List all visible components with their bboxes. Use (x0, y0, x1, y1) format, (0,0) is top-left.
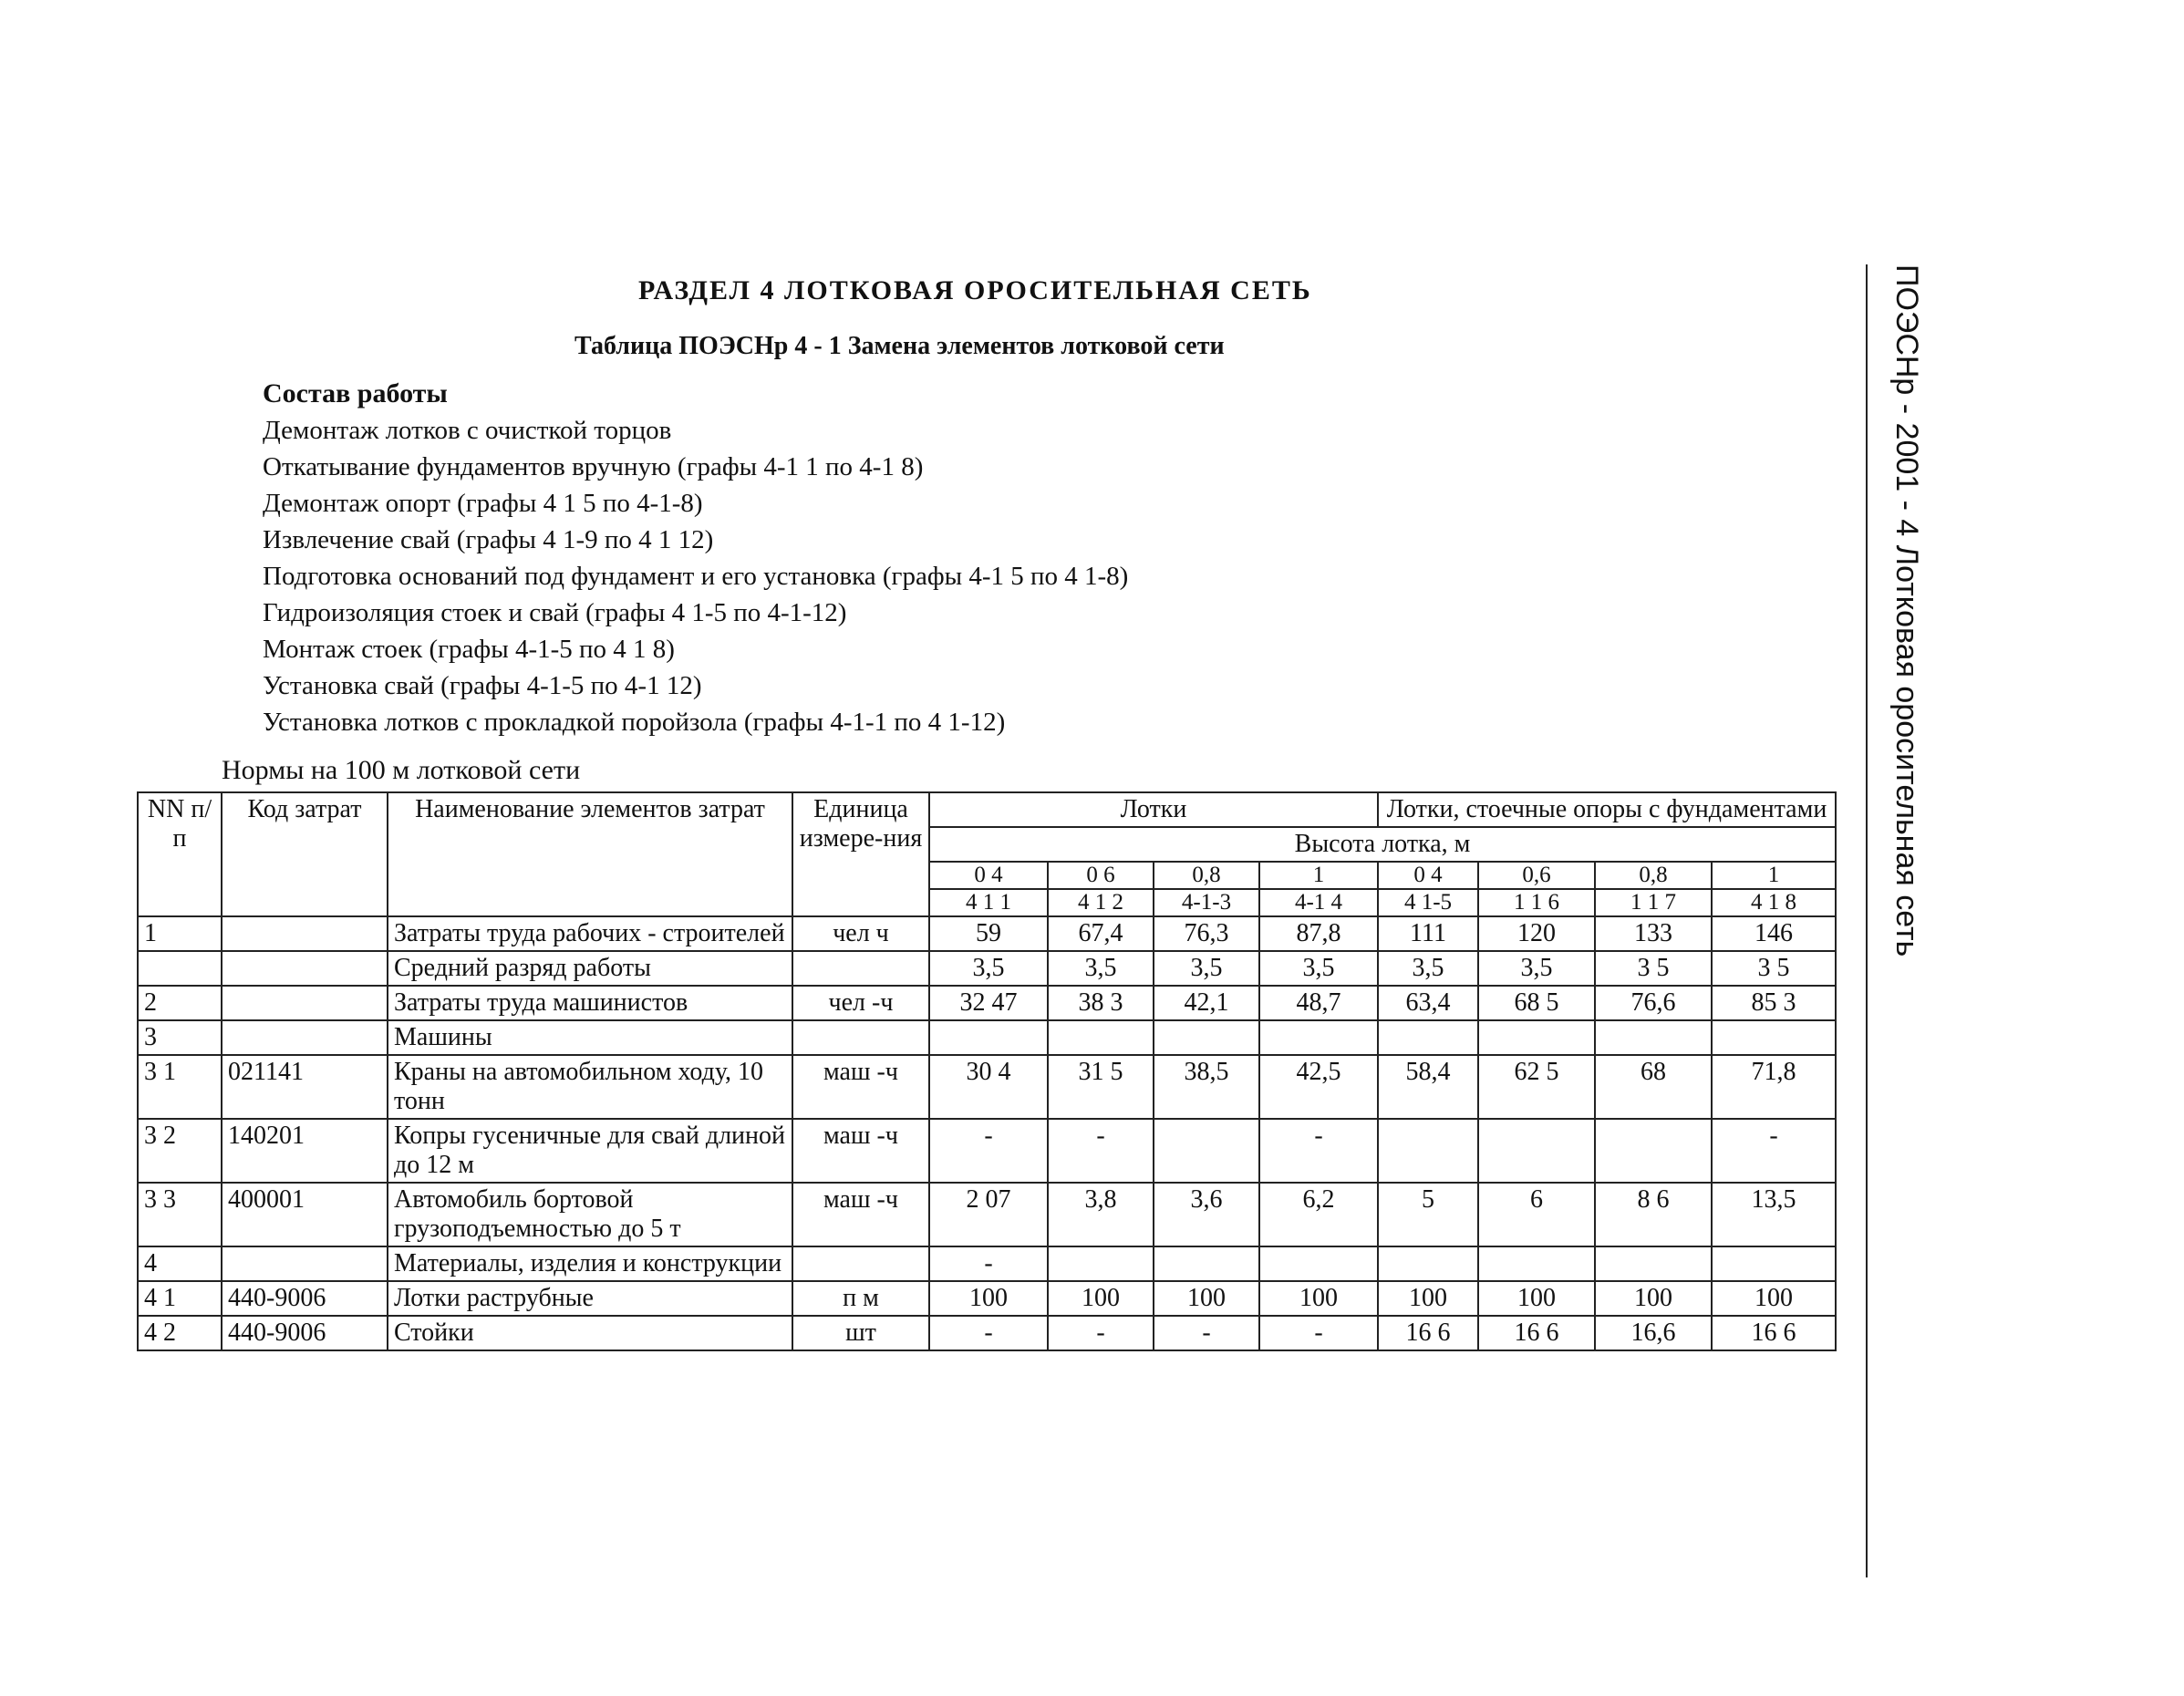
row-value: 6 (1478, 1183, 1595, 1246)
work-item: Демонтаж лотков с очисткой торцов (263, 416, 672, 445)
row-value: 3,5 (1154, 951, 1259, 986)
row-value: 16 6 (1712, 1316, 1836, 1350)
row-number: 1 (138, 916, 222, 951)
header-nn: NN п/п (138, 792, 222, 916)
row-value (1154, 1020, 1259, 1055)
work-item: Гидроизоляция стоек и свай (графы 4 1-5 по 4-1-12) (263, 598, 847, 627)
row-name: Краны на автомобильном ходу, 10 тонн (388, 1055, 792, 1119)
row-value: 13,5 (1712, 1183, 1836, 1246)
column-code-cell: 4-1-3 (1154, 889, 1259, 916)
table-title: Таблица ПОЭСНр 4 - 1 Замена элементов лотковой сети (574, 332, 1225, 360)
table-row (138, 916, 1836, 951)
work-item: Подготовка оснований под фундамент и его установка (графы 4-1 5 по 4 1-8) (263, 562, 1129, 591)
row-value: 111 (1378, 916, 1478, 951)
header-height: Высота лотка, м (929, 827, 1836, 862)
table-row (138, 1055, 1836, 1119)
height-cell: 1 (1712, 862, 1836, 889)
row-value: 3 5 (1595, 951, 1712, 986)
row-value (1378, 1119, 1478, 1183)
row-value: - (1048, 1316, 1154, 1350)
row-unit (792, 1020, 929, 1055)
row-name: Лотки раструбные (388, 1281, 792, 1316)
row-value (1595, 1020, 1712, 1055)
row-value: 3,8 (1048, 1183, 1154, 1246)
work-heading: Состав работы (263, 378, 448, 408)
row-value: 31 5 (1048, 1055, 1154, 1119)
row-value: 100 (1154, 1281, 1259, 1316)
row-value: 3,5 (929, 951, 1048, 986)
row-value: 100 (1712, 1281, 1836, 1316)
row-value: 100 (1595, 1281, 1712, 1316)
height-cell: 0,6 (1478, 862, 1595, 889)
norms-caption: Нормы на 100 м лотковой сети (222, 755, 581, 785)
row-value: 5 (1378, 1183, 1478, 1246)
row-unit (792, 951, 929, 986)
row-value (1478, 1119, 1595, 1183)
row-name: Затраты труда рабочих - строителей (388, 916, 792, 951)
header-group-trays: Лотки (929, 792, 1378, 827)
row-value: 62 5 (1478, 1055, 1595, 1119)
table-row (138, 1246, 1836, 1281)
row-value: 76,6 (1595, 986, 1712, 1020)
row-value: 76,3 (1154, 916, 1259, 951)
row-value: 85 3 (1712, 986, 1836, 1020)
row-value: - (929, 1246, 1048, 1281)
row-number: 3 1 (138, 1055, 222, 1119)
header-code: Код затрат (222, 792, 388, 916)
row-value: - (929, 1316, 1048, 1350)
height-cell: 1 (1259, 862, 1378, 889)
row-code (222, 1246, 388, 1281)
row-value: 100 (1259, 1281, 1378, 1316)
row-value: 63,4 (1378, 986, 1478, 1020)
table-row (138, 1316, 1836, 1350)
row-value: - (1048, 1119, 1154, 1183)
row-value: 87,8 (1259, 916, 1378, 951)
row-value (1595, 1246, 1712, 1281)
row-value: 2 07 (929, 1183, 1048, 1246)
row-value: 16 6 (1478, 1316, 1595, 1350)
row-value: 3,5 (1478, 951, 1595, 986)
row-unit: маш -ч (792, 1055, 929, 1119)
header-unit: Единица измере-ния (792, 792, 929, 916)
header-name: Наименование элементов затрат (388, 792, 792, 916)
row-name: Машины (388, 1020, 792, 1055)
row-value: 59 (929, 916, 1048, 951)
row-value: 100 (1048, 1281, 1154, 1316)
row-value: 67,4 (1048, 916, 1154, 951)
row-value (1259, 1020, 1378, 1055)
row-number: 3 (138, 1020, 222, 1055)
row-value: 48,7 (1259, 986, 1378, 1020)
row-value: 68 (1595, 1055, 1712, 1119)
row-code: 440-9006 (222, 1281, 388, 1316)
row-value: 3,5 (1048, 951, 1154, 986)
row-value: - (1154, 1316, 1259, 1350)
norms-table (137, 791, 1837, 1351)
row-value (1048, 1020, 1154, 1055)
row-name: Материалы, изделия и конструкции (388, 1246, 792, 1281)
row-number: 3 3 (138, 1183, 222, 1246)
row-value: 30 4 (929, 1055, 1048, 1119)
row-value: 3,6 (1154, 1183, 1259, 1246)
row-number: 4 2 (138, 1316, 222, 1350)
row-value: - (929, 1119, 1048, 1183)
row-number: 2 (138, 986, 222, 1020)
table-row (138, 1281, 1836, 1316)
row-value: 16 6 (1378, 1316, 1478, 1350)
height-cell: 0,8 (1595, 862, 1712, 889)
row-unit: маш -ч (792, 1183, 929, 1246)
row-value (1378, 1020, 1478, 1055)
row-code (222, 916, 388, 951)
height-cell: 0 4 (929, 862, 1048, 889)
row-value: 3,5 (1378, 951, 1478, 986)
row-value: 42,1 (1154, 986, 1259, 1020)
row-value: 32 47 (929, 986, 1048, 1020)
header-group-supports: Лотки, стоечные опоры с фундаментами (1378, 792, 1836, 827)
column-code-cell: 4-1 4 (1259, 889, 1378, 916)
table-row (138, 1183, 1836, 1246)
row-value: - (1259, 1316, 1378, 1350)
row-number: 4 (138, 1246, 222, 1281)
row-value: 42,5 (1259, 1055, 1378, 1119)
column-code-cell: 1 1 7 (1595, 889, 1712, 916)
row-value (929, 1020, 1048, 1055)
row-value (1154, 1246, 1259, 1281)
row-value: 6,2 (1259, 1183, 1378, 1246)
table-row (138, 1119, 1836, 1183)
height-cell: 0 4 (1378, 862, 1478, 889)
row-value: 100 (929, 1281, 1048, 1316)
column-code-cell: 4 1 2 (1048, 889, 1154, 916)
row-value (1478, 1246, 1595, 1281)
height-cell: 0 6 (1048, 862, 1154, 889)
work-item: Демонтаж опорт (графы 4 1 5 по 4-1-8) (263, 489, 703, 518)
row-number (138, 951, 222, 986)
row-value: - (1259, 1119, 1378, 1183)
row-value: 3,5 (1259, 951, 1378, 986)
row-value (1154, 1119, 1259, 1183)
work-list (263, 412, 1128, 740)
row-code: 400001 (222, 1183, 388, 1246)
row-number: 3 2 (138, 1119, 222, 1183)
row-code (222, 951, 388, 986)
height-cell: 0,8 (1154, 862, 1259, 889)
work-item: Установка свай (графы 4-1-5 по 4-1 12) (263, 671, 702, 700)
side-label: ПОЭСНр - 2001 - 4 Лотковая оросительная сеть (1889, 264, 1924, 957)
row-value: 100 (1478, 1281, 1595, 1316)
row-code: 440-9006 (222, 1316, 388, 1350)
work-item: Монтаж стоек (графы 4-1-5 по 4 1 8) (263, 635, 675, 664)
row-name: Стойки (388, 1316, 792, 1350)
table-row (138, 1020, 1836, 1055)
row-value: 3 5 (1712, 951, 1836, 986)
work-item: Откатывание фундаментов вручную (графы 4-1 1 по 4-1 8) (263, 452, 924, 481)
row-value (1595, 1119, 1712, 1183)
row-value: 38,5 (1154, 1055, 1259, 1119)
row-unit: маш -ч (792, 1119, 929, 1183)
work-item: Установка лотков с прокладкой поройзола (графы 4-1-1 по 4 1-12) (263, 708, 1006, 737)
table-row (138, 951, 1836, 986)
row-unit (792, 1246, 929, 1281)
column-code-cell: 4 1-5 (1378, 889, 1478, 916)
column-code-cell: 4 1 1 (929, 889, 1048, 916)
row-value: 16,6 (1595, 1316, 1712, 1350)
row-unit: п м (792, 1281, 929, 1316)
row-value (1712, 1020, 1836, 1055)
column-code-cell: 1 1 6 (1478, 889, 1595, 916)
side-divider (1866, 264, 1868, 1577)
row-value (1378, 1246, 1478, 1281)
row-value: 8 6 (1595, 1183, 1712, 1246)
row-value: 38 3 (1048, 986, 1154, 1020)
row-code: 021141 (222, 1055, 388, 1119)
row-unit: чел ч (792, 916, 929, 951)
work-item: Извлечение свай (графы 4 1-9 по 4 1 12) (263, 525, 714, 554)
section-title: РАЗДЕЛ 4 ЛОТКОВАЯ ОРОСИТЕЛЬНАЯ СЕТЬ (638, 275, 1312, 305)
row-value (1478, 1020, 1595, 1055)
row-value: 146 (1712, 916, 1836, 951)
row-value: 58,4 (1378, 1055, 1478, 1119)
row-unit: шт (792, 1316, 929, 1350)
row-value: 120 (1478, 916, 1595, 951)
row-name: Затраты труда машинистов (388, 986, 792, 1020)
row-value: - (1712, 1119, 1836, 1183)
row-unit: чел -ч (792, 986, 929, 1020)
row-value (1048, 1246, 1154, 1281)
row-value: 133 (1595, 916, 1712, 951)
row-number: 4 1 (138, 1281, 222, 1316)
row-value: 100 (1378, 1281, 1478, 1316)
row-name: Средний разряд работы (388, 951, 792, 986)
column-code-cell: 4 1 8 (1712, 889, 1836, 916)
row-name: Автомобиль бортовой грузоподъемностью до 5 т (388, 1183, 792, 1246)
row-value (1712, 1246, 1836, 1281)
row-code (222, 986, 388, 1020)
table-row (138, 986, 1836, 1020)
row-value (1259, 1246, 1378, 1281)
row-code (222, 1020, 388, 1055)
row-code: 140201 (222, 1119, 388, 1183)
row-value: 71,8 (1712, 1055, 1836, 1119)
row-value: 68 5 (1478, 986, 1595, 1020)
row-name: Копры гусеничные для свай длиной до 12 м (388, 1119, 792, 1183)
